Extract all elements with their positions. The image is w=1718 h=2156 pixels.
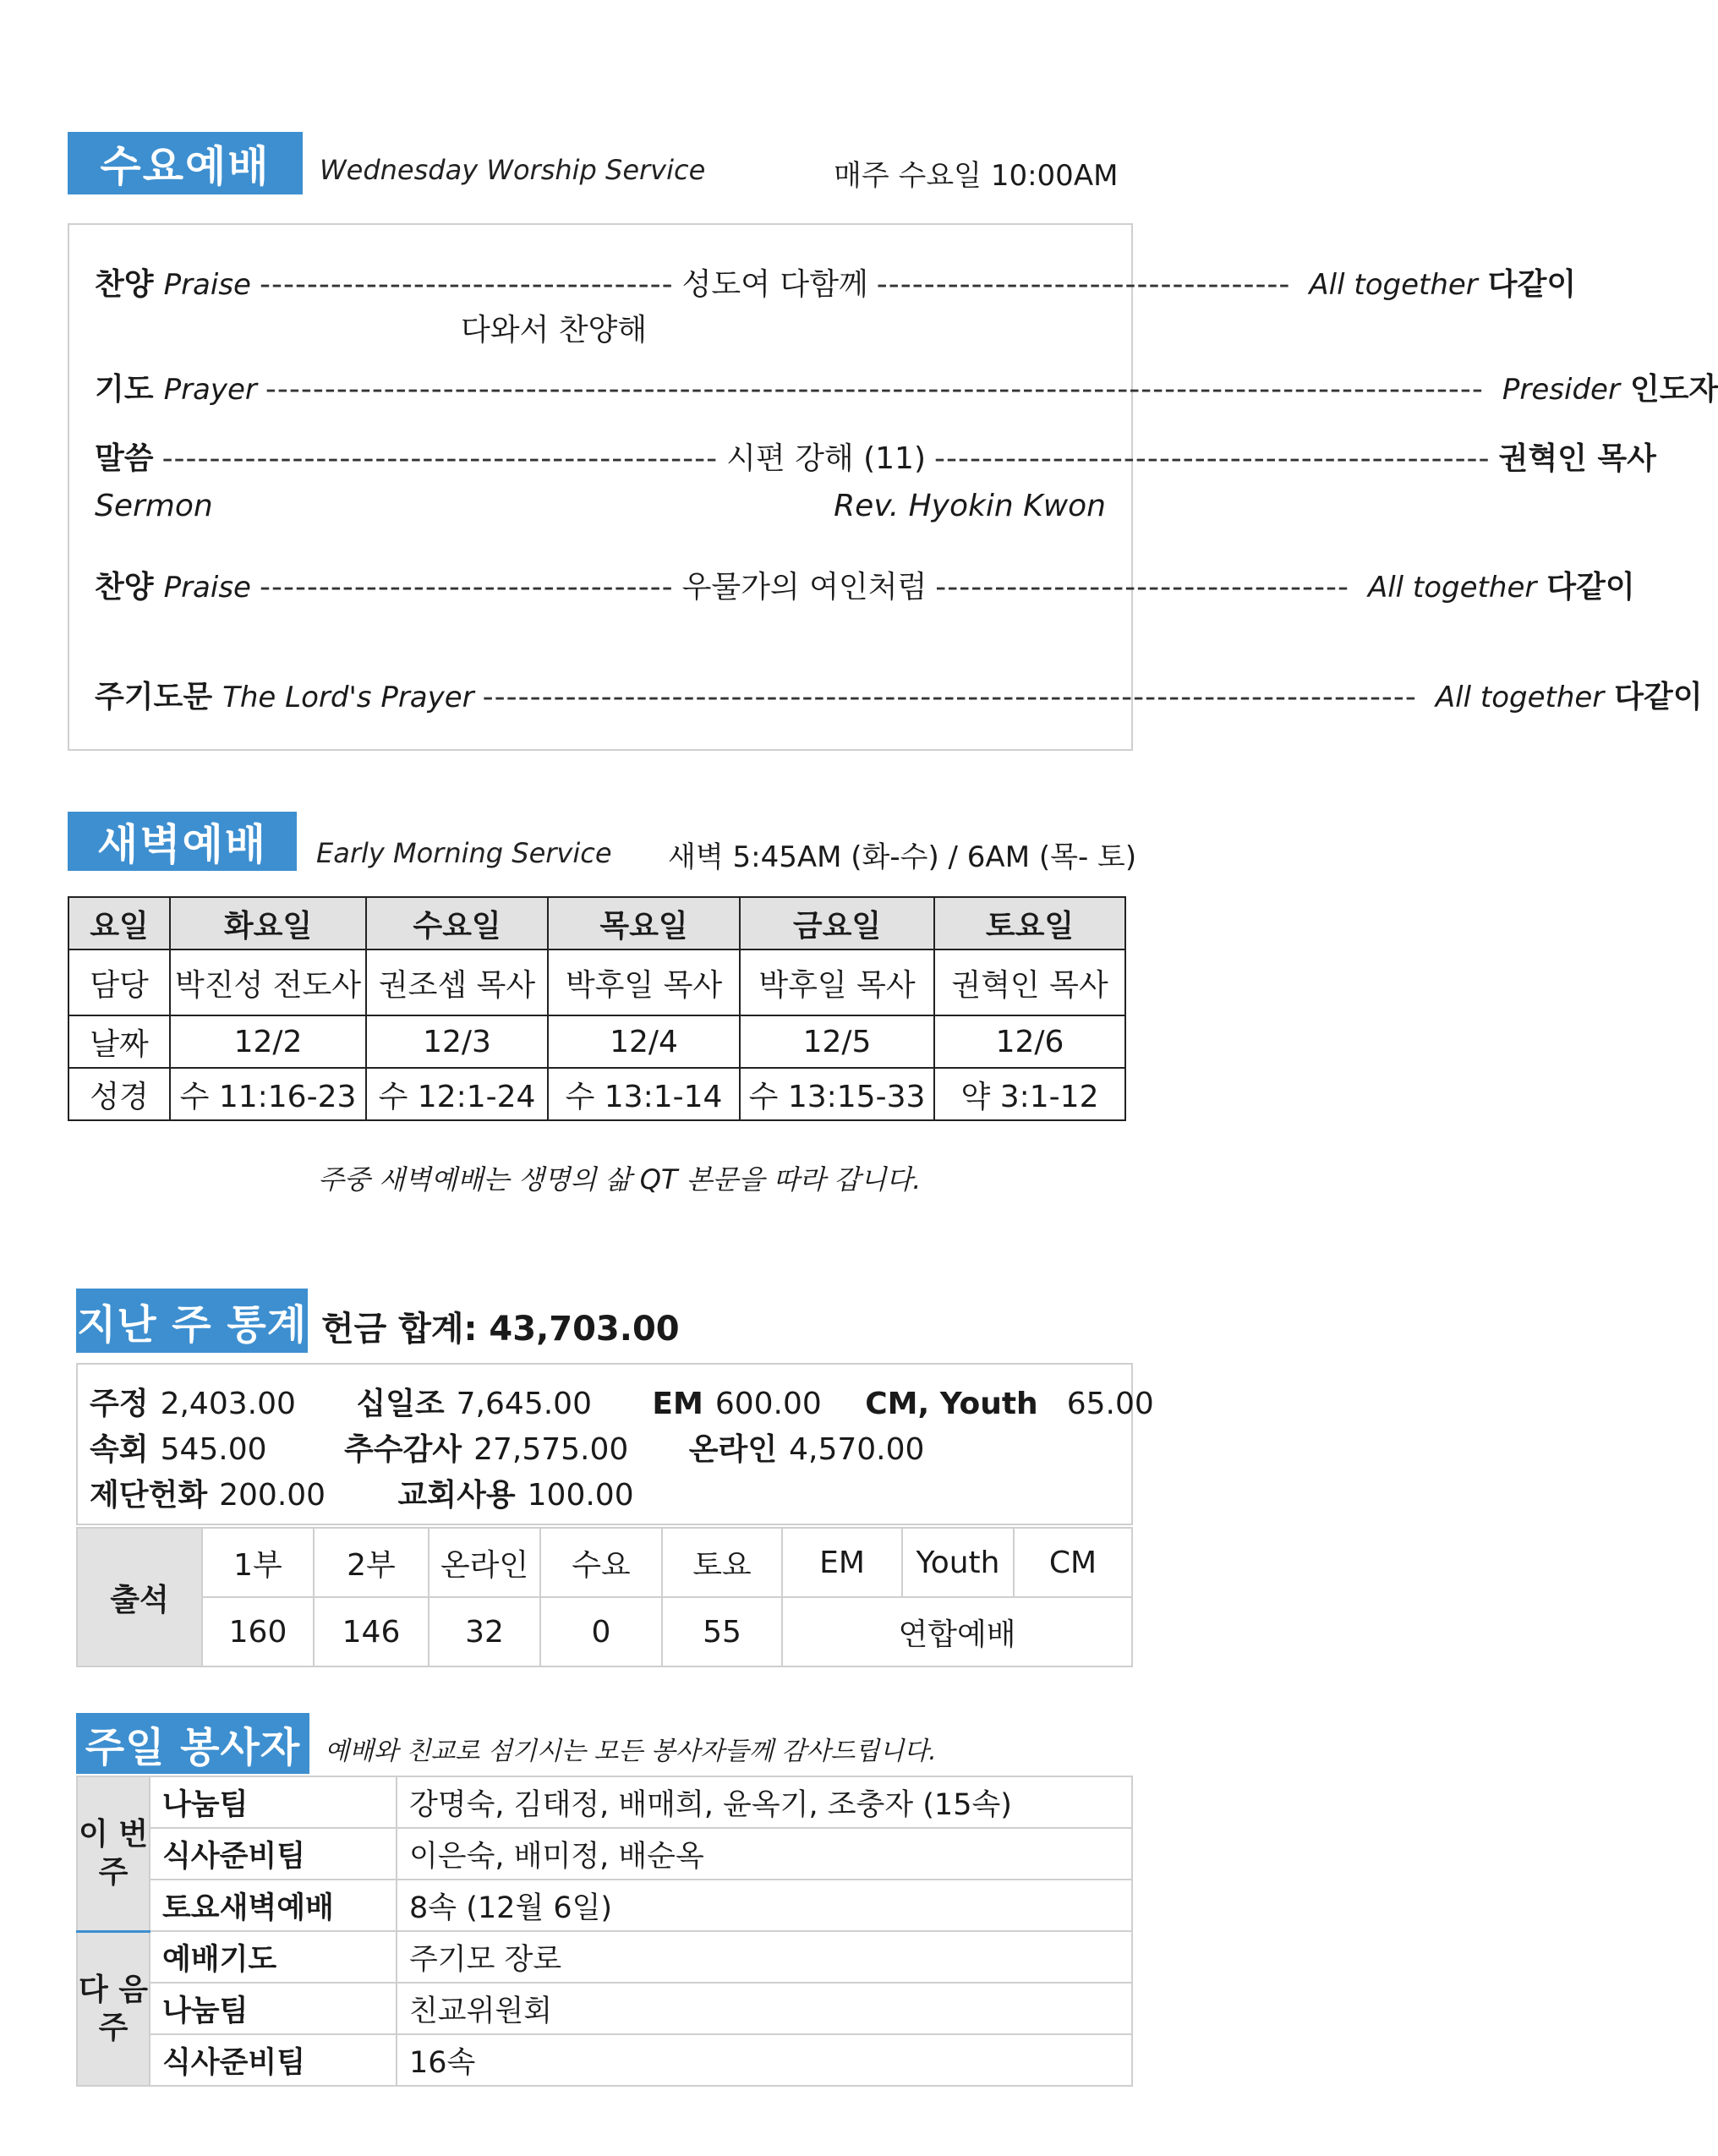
volunteer-names: 8속 (12월 6일)	[397, 1880, 1132, 1931]
order-item-prayer: 기도 Prayer ------------------------------------------------------------------------------------------------------- Presider 인도자	[95, 372, 1718, 407]
attendance-header-cell: EM	[782, 1528, 902, 1597]
volunteer-names: 주기모 장로	[397, 1931, 1132, 1983]
wednesday-subtitle: Wednesday Worship Service	[320, 154, 706, 186]
sermon-title: 시편 강해 (11)	[726, 441, 926, 476]
dawn-header-cell: 수요일	[366, 897, 548, 949]
attendance-header-cell: 2부	[314, 1528, 429, 1597]
dawn-cell: 박후일 목사	[548, 949, 740, 1015]
attendance-value: 55	[662, 1597, 782, 1666]
offering-box	[76, 1363, 1154, 1525]
order-item-praise-2: 찬양 Praise ----------------------------------- 우물가의 여인처럼 ----------------------------------- All together 다같이	[95, 563, 1106, 606]
volunteer-row	[77, 1828, 1132, 1880]
order-item-lords-prayer: 주기도문 The Lord's Prayer ------------------------------------------------------------------------------- All together 다같이	[95, 680, 1703, 714]
next-week-label: 다 음 주	[77, 1931, 150, 2086]
attendance-value: 32	[429, 1597, 540, 1666]
attendance-header-cell: 1부	[202, 1528, 314, 1597]
order-item-praise-1: 찬양 Praise ----------------------------------- 성도여 다함께 ----------------------------------- All together 다같이	[95, 260, 1106, 304]
dawn-cell: 12/2	[170, 1015, 366, 1068]
volunteer-role: 나눔팀	[150, 1776, 397, 1828]
dawn-row-scripture	[68, 1068, 1125, 1120]
volunteer-role: 예배기도	[150, 1931, 397, 1983]
attendance-header-cell: 토요	[662, 1528, 782, 1597]
volunteer-role: 나눔팀	[150, 1983, 397, 2034]
offering-line-1: 주정 2,403.00 십일조 7,645.00 EM 600.00 CM, Youth 65.00	[90, 1387, 1154, 1421]
stats-title: 지난 주 통계	[76, 1289, 308, 1353]
volunteer-row	[77, 1931, 1132, 1983]
attendance-header-row	[77, 1528, 1132, 1597]
dawn-header-cell: 요일	[68, 897, 170, 949]
volunteer-row	[77, 1983, 1132, 2034]
dawn-header-cell: 화요일	[170, 897, 366, 949]
offering-line-3: 제단헌화 200.00 교회사용 100.00	[90, 1478, 634, 1513]
dawn-cell: 수 13:15-33	[740, 1068, 934, 1120]
volunteers-note: 예배와 친교로 섬기시는 모든 봉사자들께 감사드립니다.	[325, 1737, 937, 1766]
dawn-note: 주중 새벽예배는 생명의 삶 QT 본문을 따라 갑니다.	[318, 1163, 922, 1196]
dawn-header-row	[68, 897, 1125, 949]
volunteer-row	[77, 1880, 1132, 1931]
attendance-header-cell: 온라인	[429, 1528, 540, 1597]
dawn-header-cell: 목요일	[548, 897, 740, 949]
volunteer-row	[77, 2034, 1132, 2086]
order-item-sermon: 말씀 ----------------------------------------------- 시편 강해 (11) ----------------------------------------------- 권혁인 목사	[95, 435, 1106, 478]
attendance-table	[76, 1527, 1133, 1667]
volunteer-role: 식사준비팀	[150, 1828, 397, 1880]
preacher-en: Rev. Hyokin Kwon	[834, 489, 1106, 523]
dawn-cell: 수 11:16-23	[170, 1068, 366, 1120]
attendance-header-cell: CM	[1014, 1528, 1132, 1597]
dawn-cell: 권조셉 목사	[366, 949, 548, 1015]
attendance-label: 출석	[77, 1528, 202, 1666]
dawn-cell: 약 3:1-12	[934, 1068, 1125, 1120]
dawn-title: 새벽예배	[68, 812, 297, 871]
volunteer-row	[77, 1776, 1132, 1828]
volunteer-names: 강명숙, 김태정, 배매희, 윤옥기, 조충자 (15속)	[397, 1776, 1132, 1828]
volunteer-names: 16속	[397, 2034, 1132, 2086]
dawn-cell: 12/3	[366, 1015, 548, 1068]
dawn-cell: 12/5	[740, 1015, 934, 1068]
offering-total: 헌금 합계: 43,703.00	[321, 1310, 680, 1349]
wednesday-time: 매주 수요일 10:00AM	[834, 159, 1119, 193]
dawn-cell: 12/4	[548, 1015, 740, 1068]
dawn-cell: 12/6	[934, 1015, 1125, 1068]
order-praise-1-song: 성도여 다함께	[681, 267, 868, 302]
dawn-cell: 수 13:1-14	[548, 1068, 740, 1120]
dawn-schedule-table	[68, 896, 1126, 1121]
order-praise-2-song: 우물가의 여인처럼	[681, 570, 927, 605]
dawn-header-cell: 금요일	[740, 897, 934, 949]
dawn-cell: 박진성 전도사	[170, 949, 366, 1015]
attendance-joint-service: 연합예배	[782, 1597, 1132, 1666]
dawn-cell: 수 12:1-24	[366, 1068, 548, 1120]
attendance-value: 0	[540, 1597, 662, 1666]
order-praise-1-song-line2: 다와서 찬양해	[461, 313, 648, 347]
attendance-header-cell: Youth	[902, 1528, 1014, 1597]
dawn-row-leader	[68, 949, 1125, 1015]
attendance-header-cell: 수요	[540, 1528, 662, 1597]
volunteers-title: 주일 봉사자	[76, 1713, 309, 1774]
dawn-row-date	[68, 1015, 1125, 1068]
attendance-value: 160	[202, 1597, 314, 1666]
wednesday-title: 수요예배	[68, 132, 303, 194]
volunteer-role: 토요새벽예배	[150, 1880, 397, 1931]
volunteer-role: 식사준비팀	[150, 2034, 397, 2086]
volunteer-names: 이은숙, 배미정, 배순옥	[397, 1828, 1132, 1880]
wednesday-order-box	[68, 223, 1718, 751]
volunteer-names: 친교위원회	[397, 1983, 1132, 2034]
volunteers-table	[76, 1776, 1133, 2087]
attendance-value-row	[77, 1597, 1132, 1666]
dawn-subtitle: Early Morning Service	[316, 837, 612, 869]
dawn-header-cell: 토요일	[934, 897, 1125, 949]
dawn-cell: 담당	[68, 949, 170, 1015]
dawn-time: 새벽 5:45AM (화-수) / 6AM (목- 토)	[668, 840, 1137, 874]
dawn-cell: 권혁인 목사	[934, 949, 1125, 1015]
attendance-value: 146	[314, 1597, 429, 1666]
offering-line-2: 속회 545.00 추수감사 27,575.00 온라인 4,570.00	[90, 1432, 925, 1467]
dawn-cell: 날짜	[68, 1015, 170, 1068]
dawn-cell: 성경	[68, 1068, 170, 1120]
sermon-en: Sermon	[95, 489, 213, 523]
this-week-label: 이 번 주	[77, 1776, 150, 1931]
dawn-cell: 박후일 목사	[740, 949, 934, 1015]
